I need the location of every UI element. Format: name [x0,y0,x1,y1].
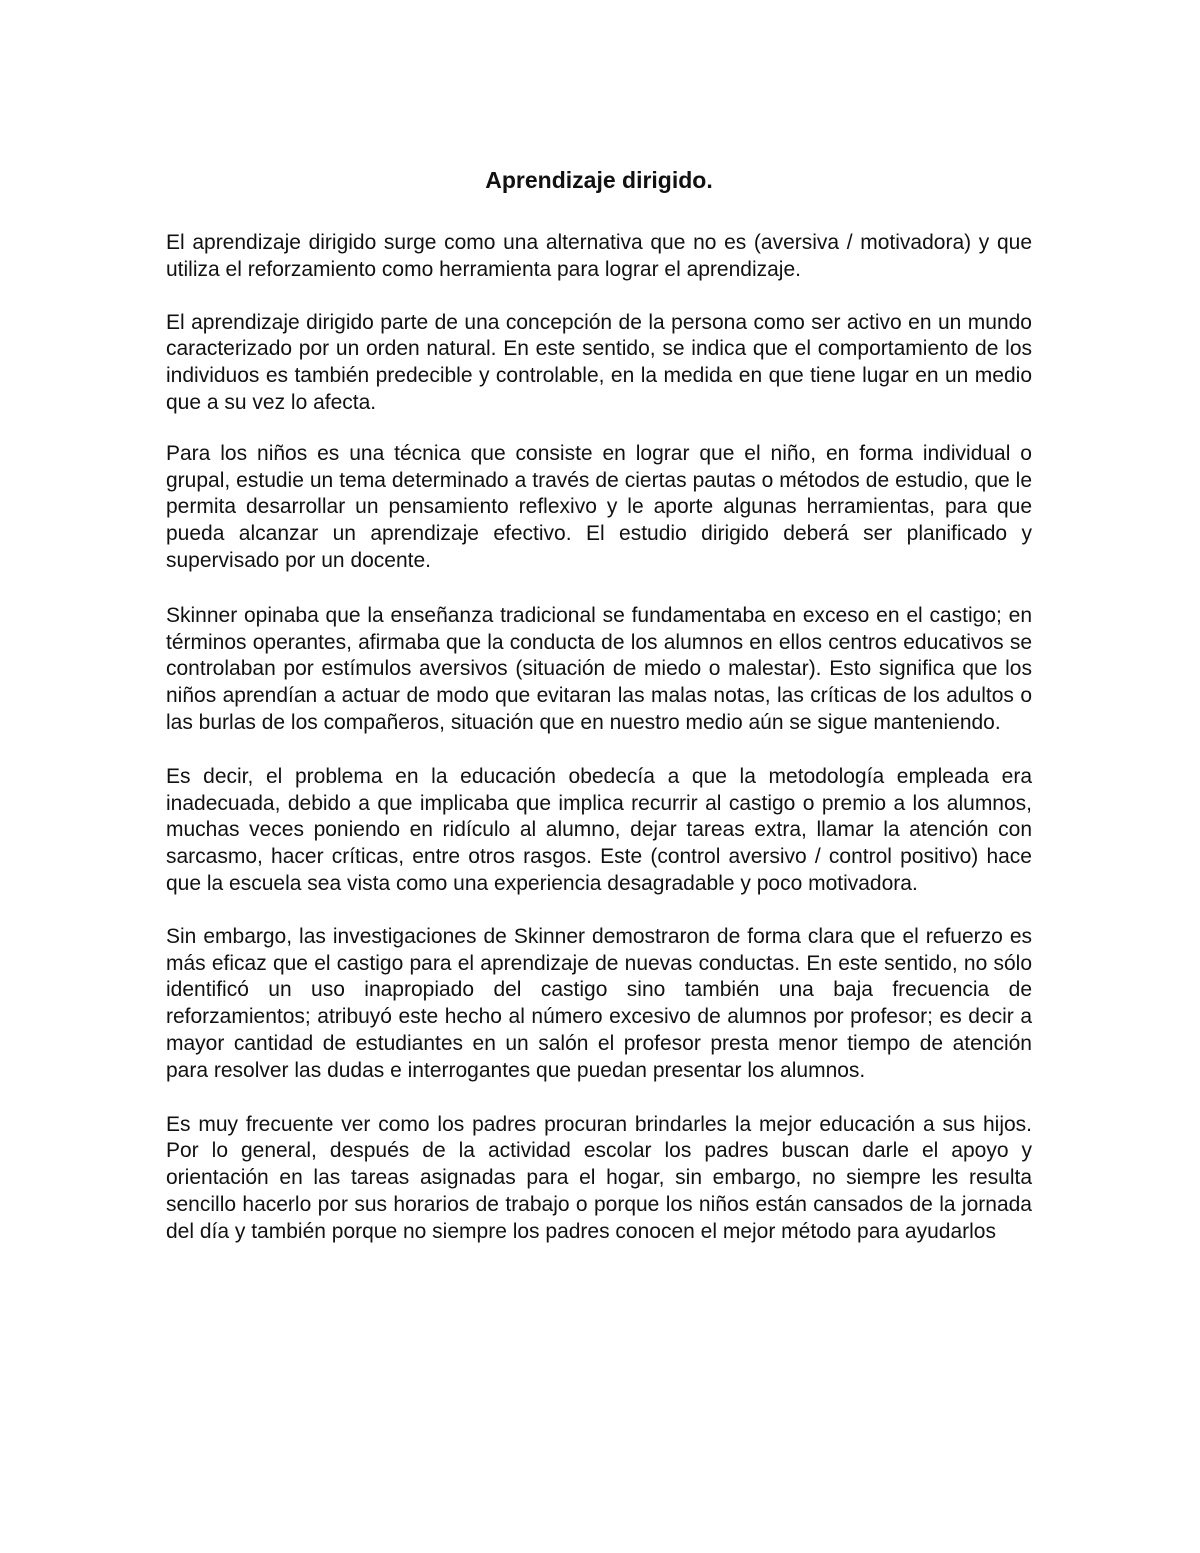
paragraph-5: Es decir, el problema en la educación obedecía a que la metodología empleada era inadecuada, debido a que implicaba que implica recurrir al castigo o premio a los alumnos, muchas veces poniendo en ridículo al alumno, dejar tareas extra, llamar la atención con sarcasmo, hacer críticas, entre otros rasgos. Este (control aversivo / control positivo) hace que la escuela sea vista como una experiencia desagradable y poco motivadora. [166,764,1032,895]
document-body [166,164,1032,1246]
paragraph-2: El aprendizaje dirigido parte de una concepción de la persona como ser activo en un mundo caracterizado por un orden natural. En este sentido, se indica que el comportamiento de los individuos es también predecible y controlable, en la medida en que tiene lugar en un medio que a su vez lo afecta. [166,310,1032,414]
paragraph-1: El aprendizaje dirigido surge como una alternativa que no es (aversiva / motivadora) y que utiliza el reforzamiento como herramienta para lograr el aprendizaje. [166,231,1032,281]
paragraph-6: Sin embargo, las investigaciones de Skinner demostraron de forma clara que el refuerzo es más eficaz que el castigo para el aprendizaje de nuevas conductas. En este sentido, no sólo identificó un uso inapropiado del castigo sino también una baja frecuencia de reforzamientos; atribuyó este hecho al número excesivo de alumnos por profesor; es decir a mayor cantidad de estudiantes en un salón el profesor presta menor tiempo de atención para resolver las dudas e interrogantes que puedan presentar los alumnos. [166,924,1032,1082]
paragraph-7: Es muy frecuente ver como los padres procuran brindarles la mejor educación a sus hijos. Por lo general, después de la actividad escolar los padres buscan darle el apoyo y orientación en las tareas asignadas para el hogar, sin embargo, no siempre les resulta sencillo hacerlo por sus horarios de trabajo o porque los niños están cansados de la jornada del día y también porque no siempre los padres conocen el mejor método para ayudarlos [166,1112,1032,1243]
paragraph-3: Para los niños es una técnica que consiste en lograr que el niño, en forma individual o grupal, estudie un tema determinado a través de ciertas pautas o métodos de estudio, que le permita desarrollar un pensamiento reflexivo y le aporte algunas herramientas, para que pueda alcanzar un aprendizaje efectivo. El estudio dirigido deberá ser planificado y supervisado por un docente. [166,441,1032,572]
document-title: Aprendizaje dirigido. [485,167,713,193]
paragraph-4: Skinner opinaba que la enseñanza tradicional se fundamentaba en exceso en el castigo; en términos operantes, afirmaba que la conducta de los alumnos en ellos centros educativos se controlaban por estímulos aversivos (situación de miedo o malestar). Esto significa que los niños aprendían a actuar de modo que evitaran las malas notas, las críticas de los adultos o las burlas de los compañeros, situación que en nuestro medio aún se sigue manteniendo. [166,603,1032,734]
